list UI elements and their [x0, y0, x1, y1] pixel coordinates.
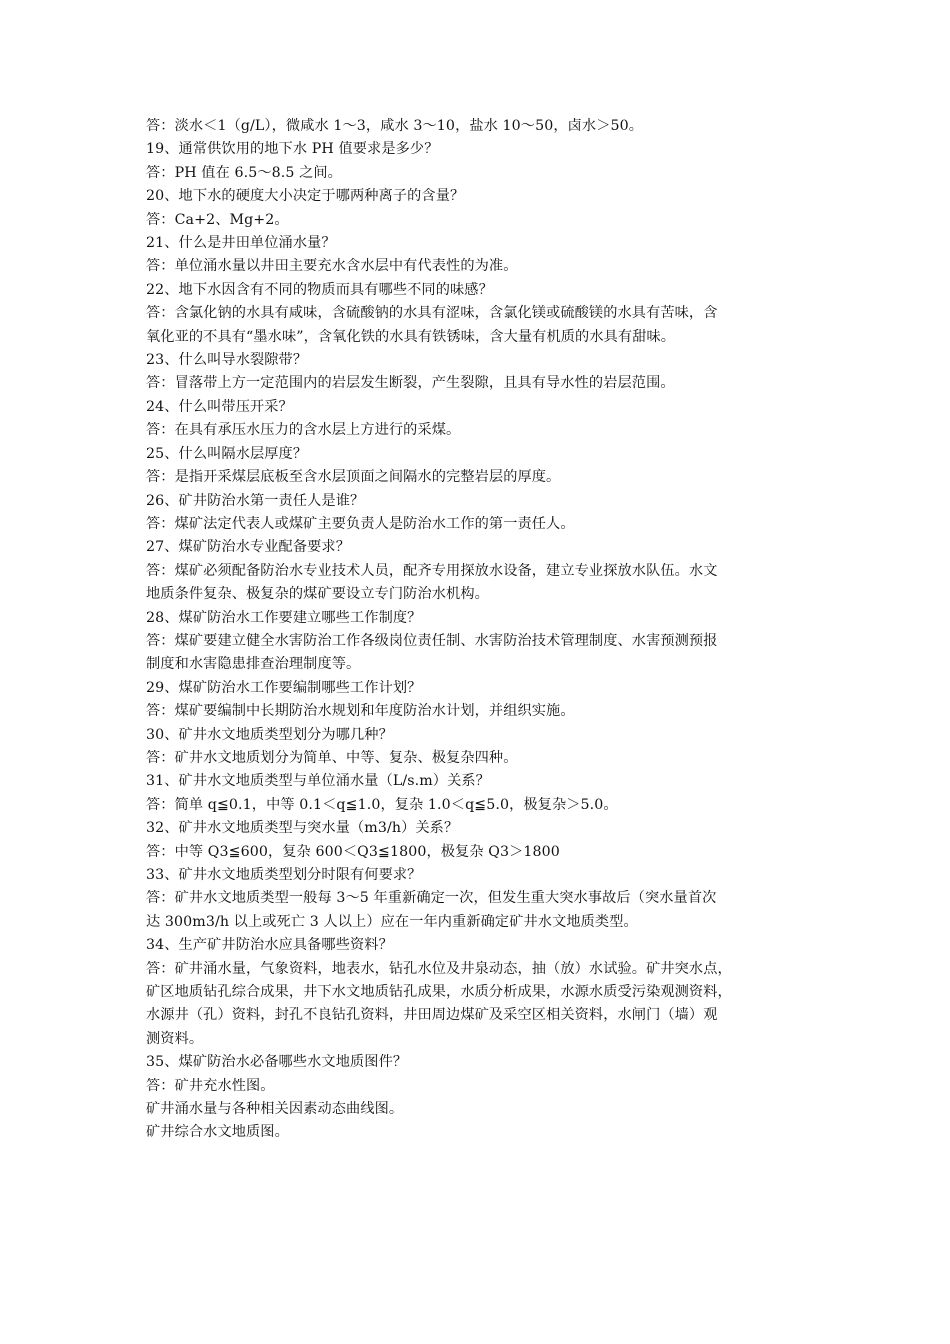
answer-line: 矿区地质钻孔综合成果，井下水文地质钻孔成果，水质分析成果，水源水质受污染观测资料， — [146, 984, 732, 1001]
question-line: 35、煤矿防治水必备哪些水文地质图件？ — [146, 1054, 408, 1071]
question-line: 30、矿井水文地质类型划分为哪几种？ — [146, 726, 393, 743]
answer-line: 答：煤矿要编制中长期防治水规划和年度防治水计划，并组织实施。 — [146, 703, 575, 720]
question-line: 33、矿井水文地质类型划分时限有何要求？ — [146, 867, 422, 883]
answer-line: 答：是指开采煤层底板至含水层顶面之间隔水的完整岩层的厚度。 — [146, 469, 561, 486]
answer-line: 测资料。 — [146, 1030, 204, 1047]
text-line: 答：淡水＜1（g/L），微咸水 1～3，咸水 3～10，盐水 10～50，卤水＞50。 — [146, 118, 644, 134]
answer-line: 答：中等 Q3≦600，复杂 600＜Q3≦1800，极复杂 Q3＞1800 — [146, 843, 560, 860]
question-line: 26、矿井防治水第一责任人是谁？ — [146, 492, 365, 509]
answer-line: 答：在具有承压水压力的含水层上方进行的采煤。 — [146, 422, 461, 439]
answer-line: 答：煤矿必须配备防治水专业技术人员，配齐专用探放水设备，建立专业探放水队伍。水文 — [146, 562, 718, 579]
answer-line: 答：PH 值在 6.5～8.5 之间。 — [146, 164, 342, 181]
answer-line: 矿井综合水文地质图。 — [146, 1124, 289, 1141]
question-line: 19、通常供饮用的地下水 PH 值要求是多少？ — [146, 141, 439, 158]
answer-line: 答：含氯化钠的水具有咸味，含硫酸钠的水具有涩味，含氯化镁或硫酸镁的水具有苦味，含 — [146, 305, 718, 322]
answer-line: 答：矿井充水性图。 — [146, 1077, 275, 1094]
answer-line: 答：矿井涌水量，气象资料，地表水，钻孔水位及井泉动态，抽（放）水试验。矿井突水点， — [146, 960, 732, 977]
answer-line: 矿井涌水量与各种相关因素动态曲线图。 — [146, 1101, 404, 1118]
question-line: 32、矿井水文地质类型与突水量（m3/h）关系？ — [146, 820, 459, 837]
document-body — [146, 115, 810, 1145]
answer-line: 答：冒落带上方一定范围内的岩层发生断裂，产生裂隙，且具有导水性的岩层范围。 — [146, 375, 675, 392]
answer-line: 答：简单 q≦0.1，中等 0.1＜q≦1.0，复杂 1.0＜q≦5.0，极复杂＞5.0。 — [146, 796, 618, 813]
question-line: 20、地下水的硬度大小决定于哪两种离子的含量？ — [146, 188, 465, 205]
answer-line: 答：煤矿要建立健全水害防治工作各级岗位责任制、水害防治技术管理制度、水害预测预报 — [146, 632, 718, 649]
question-line: 21、什么是井田单位涌水量？ — [146, 235, 336, 252]
answer-line: 地质条件复杂、极复杂的煤矿要设立专门防治水机构。 — [146, 586, 489, 603]
question-line: 22、地下水因含有不同的物质而具有哪些不同的味感？ — [146, 281, 493, 298]
question-line: 24、什么叫带压开采？ — [146, 398, 293, 415]
answer-line: 答：单位涌水量以井田主要充水含水层中有代表性的为准。 — [146, 258, 518, 275]
question-line: 25、什么叫隔水层厚度？ — [146, 445, 308, 462]
question-line: 29、煤矿防治水工作要编制哪些工作计划？ — [146, 679, 422, 696]
answer-line: 答：Ca+2、Mg+2。 — [146, 211, 289, 228]
question-line: 23、什么叫导水裂隙带？ — [146, 352, 308, 369]
answer-line: 制度和水害隐患排查治理制度等。 — [146, 656, 361, 673]
answer-line: 氧化亚的不具有“墨水味”，含氧化铁的水具有铁锈味，含大量有机质的水具有甜味。 — [146, 328, 676, 345]
answer-line: 答：矿井水文地质类型一般每 3～5 年重新确定一次，但发生重大突水事故后（突水量首次 — [146, 890, 717, 907]
answer-line: 答：煤矿法定代表人或煤矿主要负责人是防治水工作的第一责任人。 — [146, 515, 575, 532]
answer-line: 达 300m3/h 以上或死亡 3 人以上）应在一年内重新确定矿井水文地质类型。 — [146, 913, 638, 930]
question-line: 34、生产矿井防治水应具备哪些资料？ — [146, 937, 393, 954]
answer-line: 答：矿井水文地质划分为简单、中等、复杂、极复杂四种。 — [146, 749, 518, 766]
answer-line: 水源井（孔）资料，封孔不良钻孔资料，井田周边煤矿及采空区相关资料，水闸门（墙）观 — [146, 1007, 718, 1024]
question-line: 27、煤矿防治水专业配备要求？ — [146, 539, 350, 556]
question-line: 28、煤矿防治水工作要建立哪些工作制度？ — [146, 609, 422, 626]
question-line: 31、矿井水文地质类型与单位涌水量（L/s.m）关系？ — [146, 773, 490, 790]
